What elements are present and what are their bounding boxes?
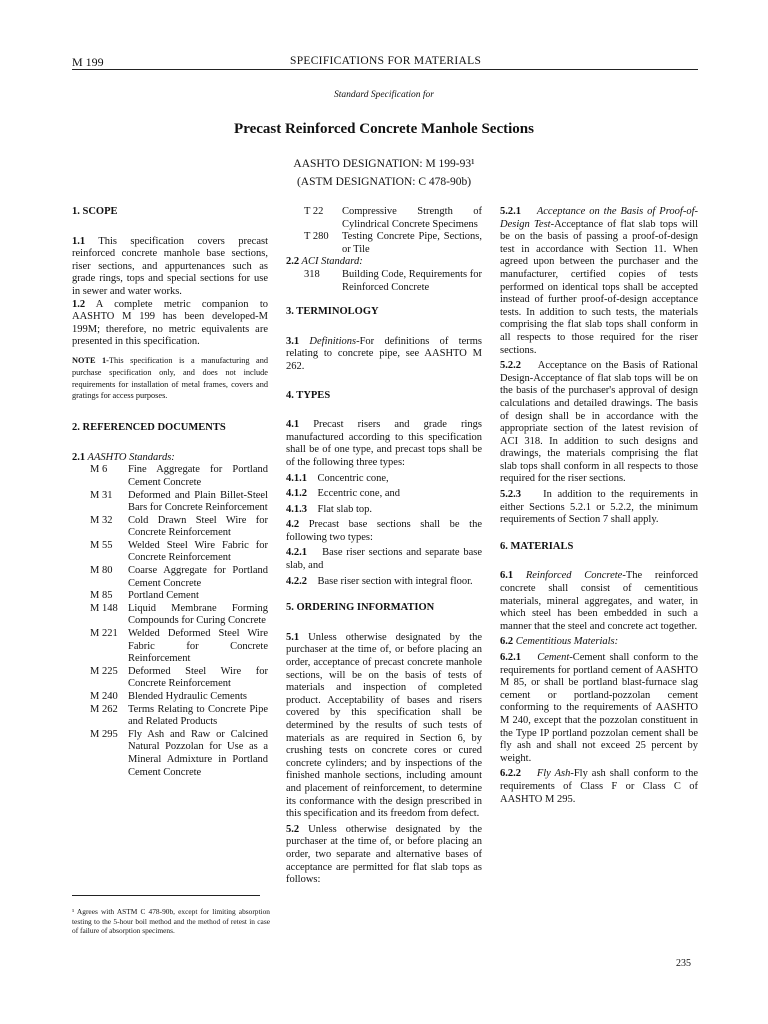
- para-number: 2.2: [286, 256, 300, 268]
- paragraph-6-2: 6.2 Cementitious Materials:: [500, 636, 619, 648]
- paragraph-6-1: 6.1 Reinforced Concrete-The reinforced concrete shall consist of cementitious materials, mineral aggregates, and water, in which steel has been embedded in such a manner that the steel and concrete act together.: [500, 570, 698, 632]
- designation-block: [0, 155, 768, 191]
- reference-item: M 55 Welded Steel Wire Fabric for Concrete Reinforcement: [90, 539, 268, 564]
- reference-item: M 240 Blended Hydraulic Cements: [90, 691, 247, 702]
- paragraph-4-1-2: 4.1.2 Eccentric cone, and: [286, 488, 400, 500]
- para-number: 1.1: [72, 235, 86, 247]
- footnote: ¹ Agrees with ASTM C 478-90b, except for limiting absorption testing to the 5-hour boil method and the method of retest in case of failure of absorption specimens.: [72, 907, 270, 936]
- section-5-heading: 5. ORDERING INFORMATION: [286, 602, 435, 614]
- column-2: [286, 206, 482, 887]
- paragraph-6-2-1: 6.2.1 Cement-Cement shall conform to the requirements for portland cement of AASHTO M 85, or shall be portland blast-furnace slag cement or portland-pozzolan cement conforming to the requirements of AASHTO M 240, except that the pozzolan constituent in the Type IP portland pozzolan cement shall be fly ash and shall not exceed 25 percent by weight.: [500, 652, 698, 764]
- header-spec-code: M 199: [72, 55, 104, 69]
- subsection-2-1: [72, 452, 268, 465]
- paragraph-1-1: [72, 236, 268, 299]
- note-1: [72, 355, 268, 402]
- paragraph-4-2: 4.2 Precast base sections shall be the following two types:: [286, 519, 482, 543]
- paragraph-5-2-3: 5.2.3 In addition to the requirements in either Sections 5.2.1 or 5.2.2, the minimum requirements of Section 7 shall apply.: [500, 489, 699, 526]
- document-title: Precast Reinforced Concrete Manhole Sections: [234, 121, 534, 137]
- footnote-rule: [72, 895, 260, 896]
- section-2-heading: 2. REFERENCED DOCUMENTS: [72, 422, 226, 434]
- reference-item: M 262 Terms Relating to Concrete Pipe and Related Products: [90, 703, 268, 728]
- reference-item: M 221 Welded Deformed Steel Wire Fabric for Concrete Reinforcement: [90, 628, 268, 665]
- aashto-designation: AASHTO DESIGNATION: M 199-93¹: [293, 158, 475, 170]
- standard-subtitle: Standard Specification for: [334, 90, 434, 100]
- column-3: [500, 206, 698, 806]
- reference-item: T 22 Compressive Strength of Cylindrical Concrete Specimens: [304, 206, 482, 230]
- section-6-heading: 6. MATERIALS: [500, 540, 574, 552]
- header-title: SPECIFICATIONS FOR MATERIALS: [290, 55, 482, 67]
- subsection-2-2: [286, 256, 482, 269]
- page-number: 235: [676, 958, 691, 969]
- paragraph-5-2-2: 5.2.2 Acceptance on the Basis of Rational Design-Acceptance of flat slab tops will be on the basis of the purchaser's approval of design calculations and detailed drawings. The basis of design shall be in accordance with the appropriate section of the latest revision of ACI 318. In addition to such designs and drawings, the materials comprising the flat slab tops shall conform in all respects to those required for the riser sections.: [500, 360, 699, 485]
- para-text: This specification covers precast reinforced concrete manhole base sections, riser sections, and appurtenances such as grade rings, tops and special sections for use in sewer and water works.: [72, 235, 268, 297]
- reference-item: T 280 Testing Concrete Pipe, Sections, or Tile: [304, 231, 482, 255]
- section-3-heading: 3. TERMINOLOGY: [286, 306, 379, 318]
- paragraph-5-2-1: 5.2.1 Acceptance on the Basis of Proof-of-Design Test-Acceptance of flat slab tops will be on the basis of passing a proof-of-design test in accordance with Section 11. When agreed upon between the purchaser and the manufacturer, certified copies of tests performed on identical tops shall be accepted instead of further proof-of-design acceptance tests. In addition to such tests, the materials comprising the flat slab tops shall conform in all respects to those required for the riser sections.: [500, 206, 698, 356]
- reference-item: M 148 Liquid Membrane Forming Compounds for Curing Concrete: [90, 602, 268, 627]
- paragraph-5-1: 5.1 Unless otherwise designated by the purchaser at the time of, or before placing an order, acceptance of precast concrete manhole sections, will be on the basis of tests of materials and inspection of completed product. Acceptability of bases and risers covered by this specification shall be determined by the results of such tests of materials as are required in Section 6, by crushing tests on concrete cores or cured concrete cylinders; and by inspections of the finished manhole sections, including amount and placement of reinforcement, to determine its conformance with the design prescribed in this specification and its freedom from defect.: [286, 631, 482, 820]
- paragraph-5-2: 5.2 Unless otherwise designated by the purchaser at the time of, or before placing an order, two separate and alternative bases of acceptance are permitted for flat slab tops as follows:: [286, 823, 482, 886]
- note-text: This specification is a manufacturing and purchase specification only, and does not include requirements for installation of metal frames, covers and gratings for access purposes.: [72, 355, 268, 401]
- para-label: ACI Standard:: [299, 256, 363, 268]
- reference-item: M 31 Deformed and Plain Billet-Steel Bars for Concrete Reinforcement: [90, 489, 268, 514]
- para-number: 1.2: [72, 298, 86, 310]
- paragraph-4-1-3: 4.1.3 Flat slab top.: [286, 503, 373, 515]
- paragraph-3-1: 3.1 Definitions-For definitions of terms relating to concrete pipe, see AASHTO M 262.: [286, 335, 482, 372]
- note-label: NOTE 1-: [72, 355, 109, 365]
- column-1: [72, 206, 268, 779]
- paragraph-4-1-1: 4.1.1 Concentric cone,: [286, 472, 389, 484]
- para-number: 2.1: [72, 451, 86, 463]
- reference-item: M 85 Portland Cement: [90, 590, 199, 602]
- reference-item: M 80 Coarse Aggregate for Portland Cement Concrete: [90, 565, 268, 589]
- para-label: AASHTO Standards:: [85, 451, 175, 463]
- reference-item: M 225 Deformed Steel Wire for Concrete Reinforcement: [90, 665, 268, 690]
- section-1-heading: 1. SCOPE: [72, 206, 118, 217]
- astm-designation: (ASTM DESIGNATION: C 478-90b): [296, 176, 472, 188]
- paragraph-6-2-2: 6.2.2 Fly Ash-Fly ash shall conform to the requirements of Class F or Class C of AASHTO M 295.: [500, 768, 698, 805]
- paragraph-4-1: 4.1 Precast risers and grade rings manufactured according to this specification shall be of one type, and precast tops shall be of the following three types:: [286, 419, 482, 468]
- paragraph-4-2-2: 4.2.2 Base riser section with integral floor.: [286, 575, 473, 587]
- paragraph-1-2: [72, 299, 268, 349]
- section-4-heading: 4. TYPES: [286, 389, 331, 401]
- reference-item: M 6 Fine Aggregate for Portland Cement Concrete: [90, 464, 268, 488]
- header-rule: [72, 69, 698, 70]
- para-text: A complete metric companion to AASHTO M 199 has been developed-M 199M; therefore, no metric equivalents are presented in this specification.: [72, 298, 268, 348]
- reference-item: M 295 Fly Ash and Raw or Calcined Natural Pozzolan for Use as a Mineral Admixture in Portland Cement Concrete: [90, 728, 268, 778]
- paragraph-4-2-1: 4.2.1 Base riser sections and separate base slab, and: [286, 547, 482, 572]
- reference-item: 318 Building Code, Requirements for Reinforced Concrete: [304, 268, 482, 293]
- reference-item: M 32 Cold Drawn Steel Wire for Concrete Reinforcement: [90, 514, 268, 539]
